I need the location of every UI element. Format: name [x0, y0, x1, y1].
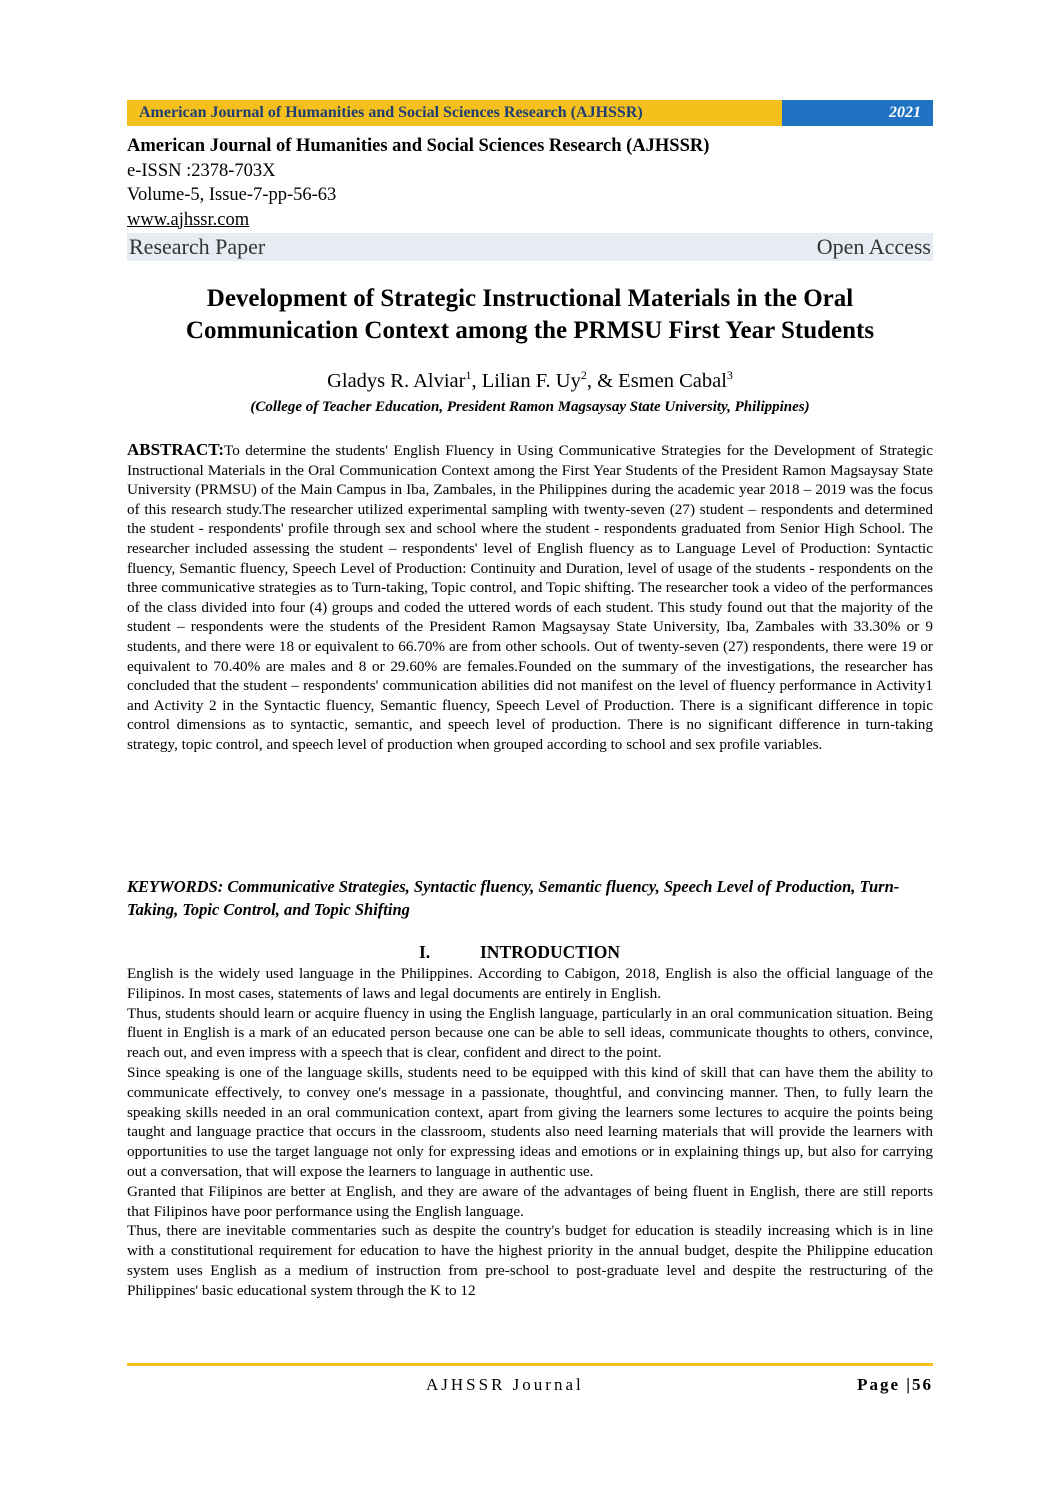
author-3: , & Esmen Cabal: [586, 369, 727, 392]
journal-name: American Journal of Humanities and Social Sciences Research (AJHSSR): [127, 136, 710, 156]
website-link[interactable]: www.ajhssr.com: [127, 209, 250, 230]
abstract-text: To determine the students' English Fluency in Using Communicative Strategies for the Development of Strategic Instructional Materials in the Oral Communication Context among the First Year Students of the President Ramon Magsaysay State University (PRMSU) of the Main Campus in Iba, Zambales, in the Philippines during the academic year 2018 – 2019 was the focus of this research study.The researcher utilized experimental sampling with twenty-seven (27) student – respondents and determined the student - respondents' profile through sex and school where the student - respondents graduated from Senior High School. The researcher included assessing the student – respondents' level of English fluency as to Language Level of Production: Syntactic fluency, Semantic fluency, Speech Level of Production: Continuity and Duration, level of usage of the students - respondents on the three communicative strategies as to Turn-taking, Topic control, and Topic shifting. The researcher took a video of the performances of the class divided into four (4) groups and coded the uttered words of each student. This study found out that the majority of the student – respondents were the students of the President Ramon Magsaysay State University, Iba, Zambales with 33.30% or 9 students, and there were 18 or equivalent to 66.70% are from other schools. Out of twenty-seven (27) respondents, there were 19 or equivalent to 70.40% are males and 8 or 29.60% are females.Founded on the summary of the investigations, the researcher has concluded that the student – respondents' communication abilities did not manifest on the level of fluency performance in Activity1 and Activity 2 in the Syntactic fluency, Semantic fluency, Speech Level of Production. There is a significant difference in topic control dimensions as to syntactic, semantic, and speech level of production. There is no significant difference in turn-taking strategy, topic control, and speech level of production when grouped according to school and sex profile variables.: [127, 442, 933, 753]
authors: [127, 368, 933, 393]
intro-paragraph: Granted that Filipinos are better at English, and they are aware of the advantages of being fluent in English, there are still reports that Filipinos have poor performance using the English language.: [127, 1182, 933, 1220]
paper-title: [127, 283, 933, 347]
banner-year: 2021: [782, 100, 933, 126]
abstract-label: ABSTRACT:: [127, 440, 224, 459]
footer-divider: [127, 1363, 933, 1366]
volume-issue: Volume-5, Issue-7-pp-56-63: [127, 185, 337, 205]
keywords: KEYWORDS: Communicative Strategies, Syntactic fluency, Semantic fluency, Speech Level of Production, Turn-Taking, Topic Control, and Topic Shifting: [127, 877, 900, 919]
affiliation: (College of Teacher Education, President Ramon Magsaysay State University, Philippines): [250, 399, 810, 415]
banner-journal-name: American Journal of Humanities and Social Sciences Research (AJHSSR): [127, 100, 782, 126]
journal-banner: [127, 100, 933, 126]
access-type: Open Access: [816, 234, 931, 259]
footer-journal: AJHSSR Journal: [426, 1375, 584, 1394]
section-title: INTRODUCTION: [480, 942, 621, 962]
title-line-1: Development of Strategic Instructional Materials in the Oral: [206, 285, 854, 312]
author-2-sup: 2: [580, 368, 587, 382]
abstract: [127, 440, 933, 755]
author-1: Gladys R. Alviar: [327, 369, 466, 392]
author-3-sup: 3: [726, 368, 733, 382]
author-1-sup: 1: [465, 368, 472, 382]
title-line-2: Communication Context among the PRMSU First Year Students: [185, 317, 875, 344]
intro-paragraph: Thus, students should learn or acquire fluency in using the English language, particularly in an oral communication situation. Being fluent in English is a mark of an educated person because one can be able to sell ideas, communicate thoughts to others, convince, reach out, and even impress with a speech that is clear, confident and direct to the point.: [127, 1004, 933, 1062]
issn: e-ISSN :2378-703X: [127, 160, 276, 181]
introduction-body: [127, 964, 933, 1301]
paper-type-bar: [127, 233, 933, 261]
journal-info: [127, 134, 933, 232]
section-number: I.: [419, 942, 431, 962]
intro-paragraph: Thus, there are inevitable commentaries such as despite the country's budget for education is steadily increasing which is in line with a constitutional requirement for education to have the highest priority in the annual budget, despite the Philippine education system uses English as a medium of instruction from pre-school to post-graduate level and despite the restructuring of the Philippines' basic educational system through the K to 12: [127, 1222, 933, 1299]
author-2: , Lilian F. Uy: [471, 369, 581, 392]
intro-paragraph: Since speaking is one of the language skills, students need to be equipped with this kind of skill that can have them the ability to communicate effectively, to convey one's message in a passionate, thoughtful, and convincing manner. Then, to fully learn the speaking skills needed in an oral communication context, apart from giving the learners some lectures to acquire the points being taught and language practice that occurs in the classroom, students also need learning materials that will provide the learners with opportunities to use the target language not only for expressing ideas and emotions or in explaining things up, but also for carrying out a conversation, that will expose the learners to language in authentic use.: [127, 1063, 933, 1180]
paper-type: Research Paper: [129, 234, 266, 259]
page-number: Page |56: [857, 1375, 933, 1394]
intro-paragraph: English is the widely used language in the Philippines. According to Cabigon, 2018, English is also the official language of the Filipinos. In most cases, statements of laws and legal documents are entirely in English.: [127, 965, 933, 1002]
